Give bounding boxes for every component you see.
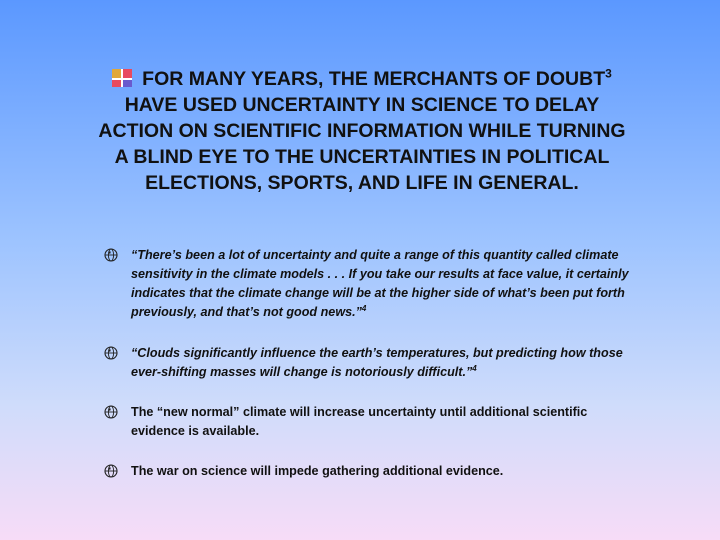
bullet-text: The “new normal” climate will increase uncertainty until additional scientific evidence is available. xyxy=(131,405,588,438)
globe-icon xyxy=(104,405,118,419)
bullet-text: “Clouds significantly influence the earth’s temperatures, but predicting how those ever-shifting masses will change is notoriously difficult.”$^4$ xyxy=(131,346,623,379)
heading-text: FOR MANY YEARS, THE MERCHANTS OF DOUBT xyxy=(142,68,606,90)
heading-text-rest: HAVE USED UNCERTAINTY IN SCIENCE TO DELAY ACTION ON SCIENTIFIC INFORMATION WHILE TURNING A BLIND EYE TO THE UNCERTAINTIES IN POLITICAL ELECTIONS, SPORTS, AND LIFE IN GENERAL. xyxy=(98,94,626,194)
globe-icon xyxy=(104,464,118,478)
bullet-text: The war on science will impede gathering additional evidence. xyxy=(131,464,504,478)
globe-icon xyxy=(104,346,118,360)
bullet-reference: 4 xyxy=(472,363,477,373)
bullet-text: “There’s been a lot of uncertainty and quite a range of this quantity called climate sensitivity in the climate models . . . If you take our results at face value, it certainly indicates that the climate change will be at the higher side of what’s been put forth previously, and that’s not good news.”$^4$ xyxy=(131,248,629,319)
bullet-reference: 4 xyxy=(361,303,367,313)
slide-heading xyxy=(92,66,632,196)
heading-reference: 3 xyxy=(605,66,612,81)
globe-icon xyxy=(104,248,118,262)
windows-logo-icon xyxy=(112,69,132,87)
